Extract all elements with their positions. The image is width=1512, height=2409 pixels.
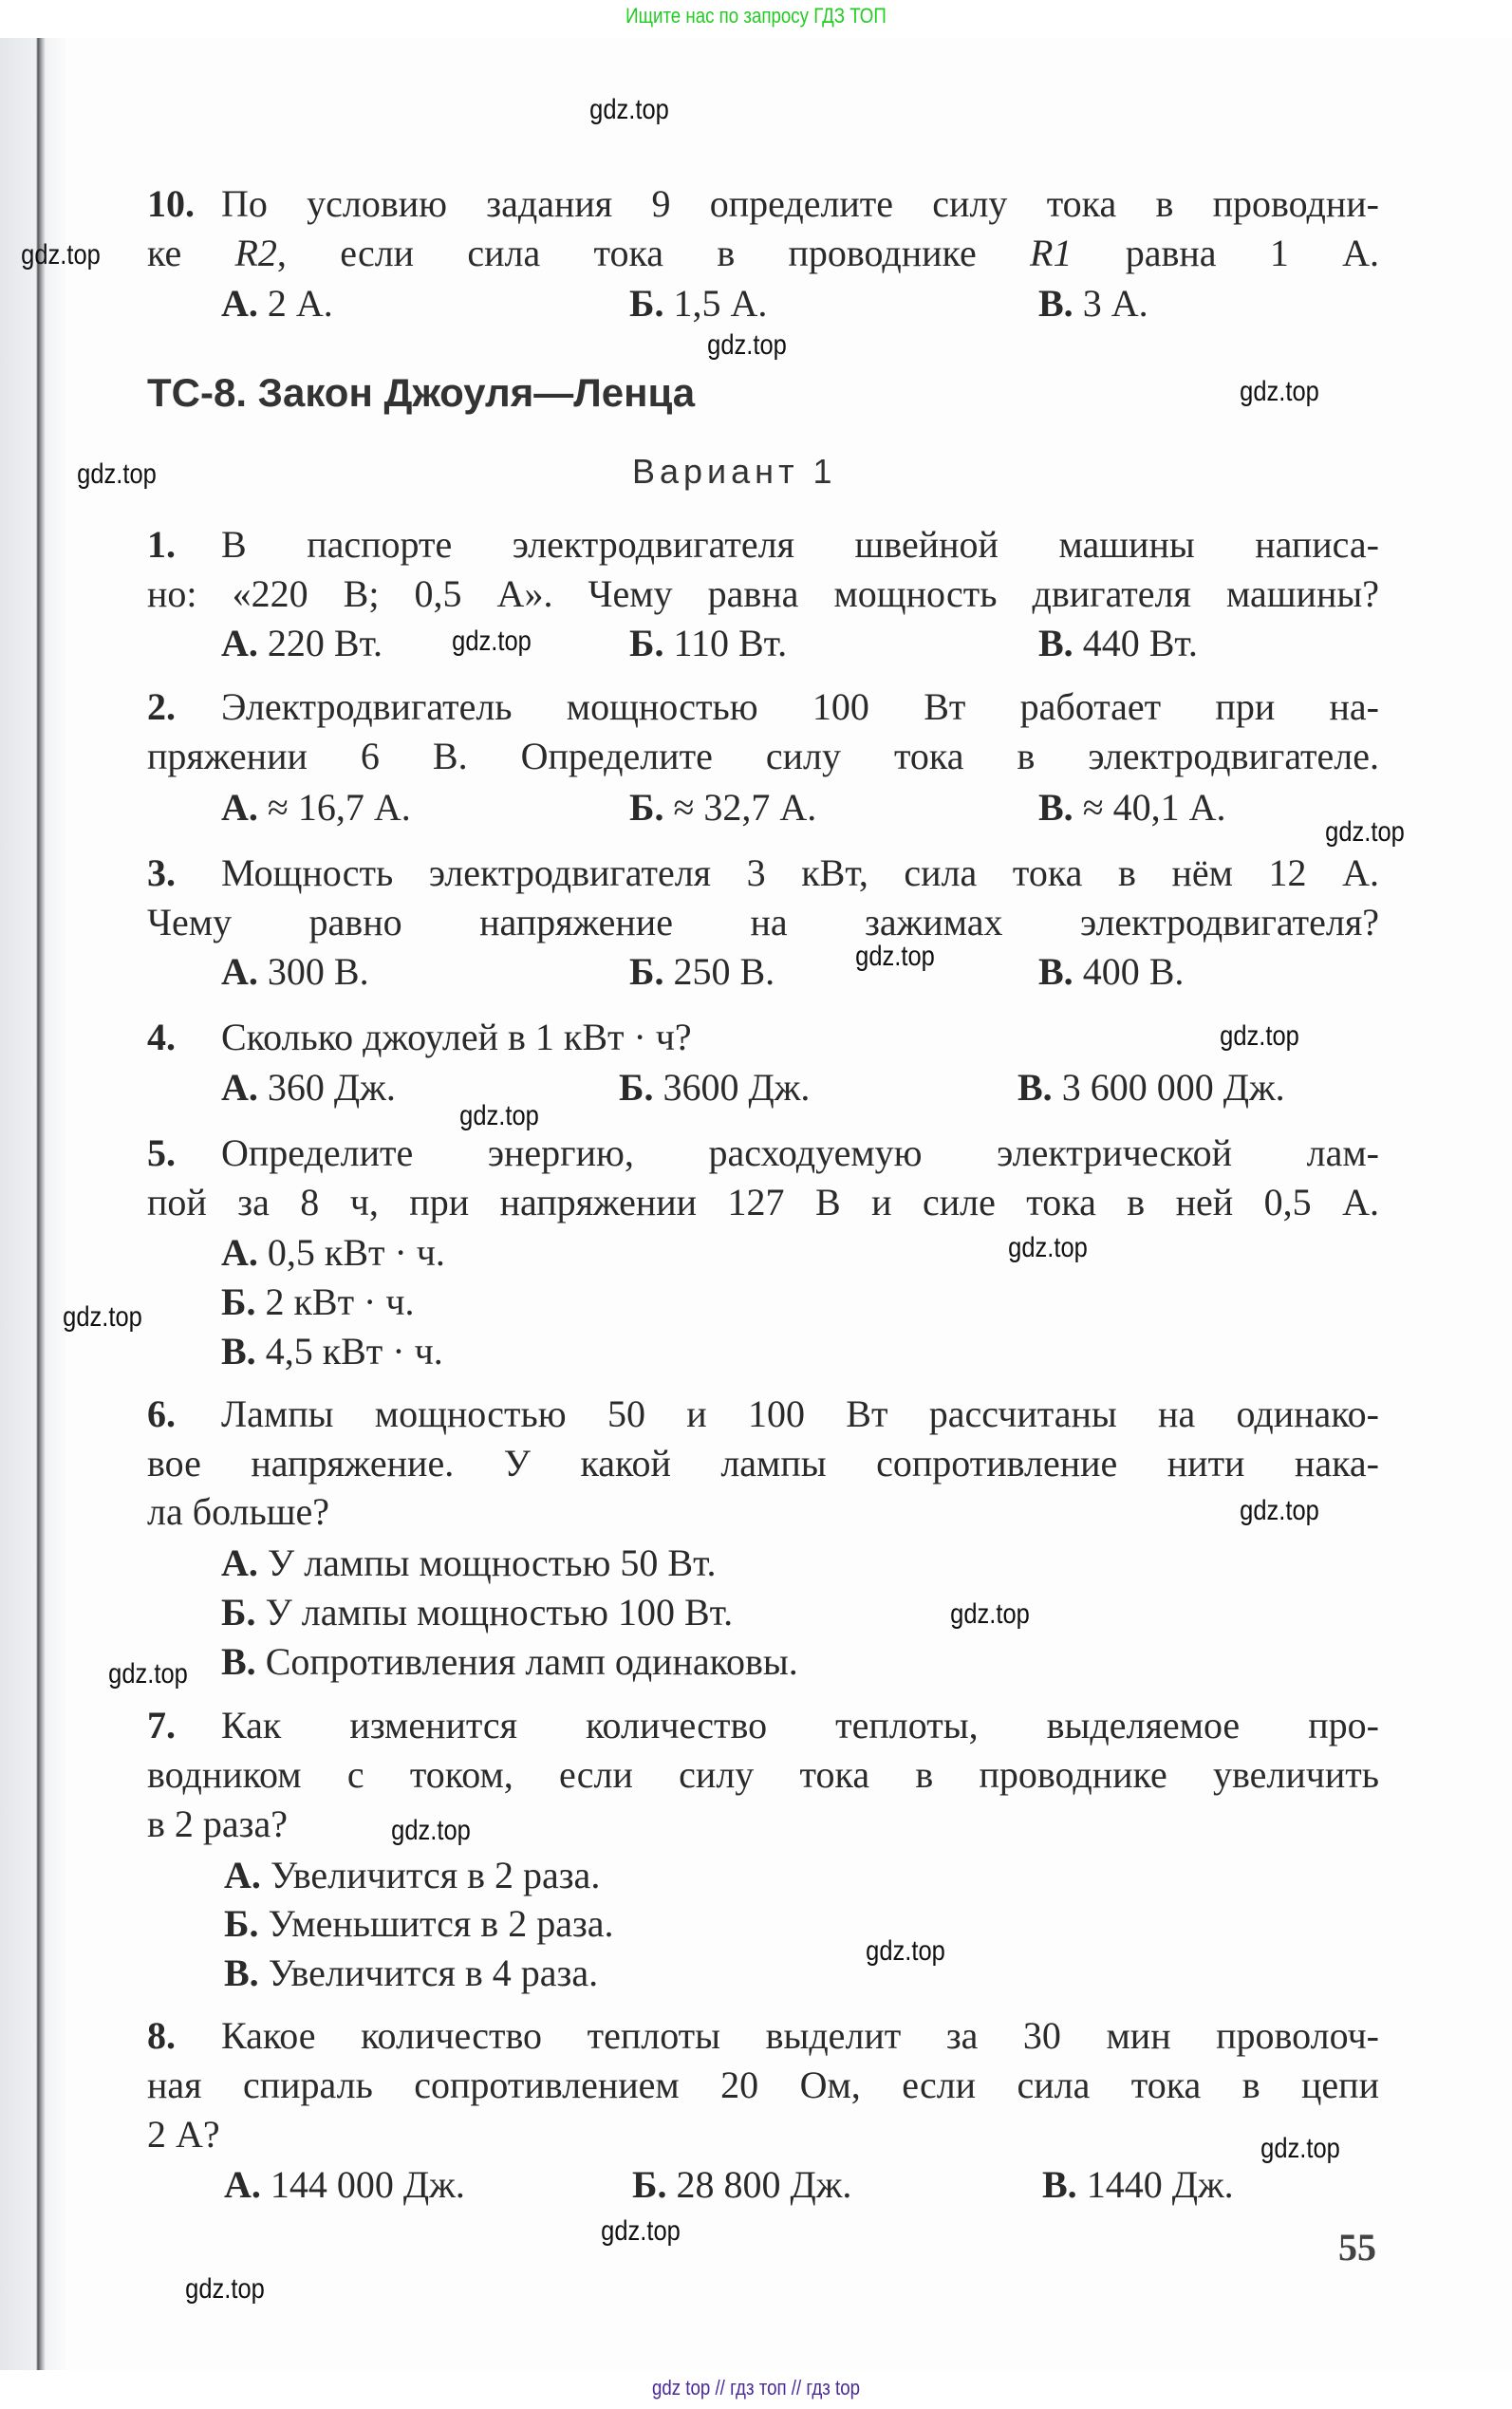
q5-option-a bbox=[221, 1228, 445, 1278]
watermark: gdz.top bbox=[950, 1598, 1030, 1630]
text: Как изменится количество теплоты, выделяемое про- bbox=[221, 1704, 1379, 1746]
text: Б. bbox=[224, 1902, 259, 1945]
text: В. bbox=[224, 1951, 259, 1994]
q10-line bbox=[147, 181, 1379, 231]
text: Увеличится в 2 раза. bbox=[260, 1854, 601, 1896]
text: Мощность электродвигателя 3 кВт, сила тока в нём 12 А. bbox=[221, 851, 1379, 894]
text: Чему равно напряжение на зажимах электродвигателя? bbox=[147, 901, 1379, 943]
text: А. bbox=[221, 786, 258, 829]
q3-line bbox=[147, 850, 1379, 900]
text: Уменьшится в 2 раза. bbox=[258, 1902, 614, 1945]
text: А. bbox=[221, 622, 258, 664]
text: ≈ 40,1 А. bbox=[1073, 786, 1226, 829]
text: 3 600 000 Дж. bbox=[1052, 1066, 1285, 1109]
q4-option-b bbox=[619, 1063, 810, 1112]
q10-option-a bbox=[221, 279, 333, 328]
page-number: 55 bbox=[1338, 2226, 1376, 2269]
watermark: gdz.top bbox=[108, 1658, 188, 1690]
text: 360 Дж. bbox=[257, 1066, 396, 1109]
q8-number: 8. bbox=[147, 2014, 176, 2057]
q7-line bbox=[147, 1703, 1379, 1752]
text: В. bbox=[221, 1330, 256, 1373]
text: 440 Вт. bbox=[1073, 622, 1198, 664]
q5-option-c bbox=[221, 1327, 443, 1376]
text: В. bbox=[1038, 622, 1073, 664]
q10-number: 10. bbox=[147, 182, 195, 225]
text: Б. bbox=[619, 1066, 654, 1109]
q4-number: 4. bbox=[147, 1016, 176, 1058]
q1-option-c bbox=[1038, 619, 1198, 668]
q7-line bbox=[147, 1802, 1379, 1851]
watermark: gdz.top bbox=[459, 1100, 539, 1131]
text: А. bbox=[224, 1854, 261, 1896]
text: 1440 Дж. bbox=[1076, 2163, 1234, 2206]
text: В. bbox=[221, 1640, 256, 1683]
text: 28 800 Дж. bbox=[666, 2163, 852, 2206]
text: , если сила тока в проводнике bbox=[276, 232, 1031, 274]
text: Увеличится в 4 раза. bbox=[258, 1951, 599, 1994]
text: Б. bbox=[629, 950, 664, 993]
footer-banner[interactable]: gdz top // гдз топ // гдз top bbox=[651, 2376, 861, 2400]
text: А. bbox=[224, 2163, 261, 2206]
q4-option-c bbox=[1017, 1063, 1285, 1112]
q6-option-b bbox=[221, 1588, 733, 1637]
watermark: gdz.top bbox=[21, 239, 101, 271]
text: 220 Вт. bbox=[257, 622, 383, 664]
text: 3 А. bbox=[1073, 282, 1148, 325]
text: ≈ 32,7 А. bbox=[663, 786, 817, 829]
q10-option-b bbox=[629, 279, 767, 328]
text: А. bbox=[221, 950, 258, 993]
q1-option-a bbox=[221, 619, 383, 668]
q3-option-b bbox=[629, 947, 775, 997]
text: У лампы мощностью 50 Вт. bbox=[257, 1541, 717, 1584]
text: ≈ 16,7 А. bbox=[257, 786, 411, 829]
text: в 2 раза? bbox=[147, 1802, 288, 1845]
q4-option-a bbox=[221, 1063, 396, 1112]
text: 2 кВт · ч. bbox=[255, 1280, 415, 1323]
q1-option-b bbox=[629, 619, 787, 668]
text: ная спираль сопротивлением 20 Ом, если сила тока в цепи bbox=[147, 2064, 1379, 2106]
q7-number: 7. bbox=[147, 1704, 176, 1746]
text: Сколько джоулей в 1 кВт · ч? bbox=[221, 1016, 692, 1058]
text: 400 В. bbox=[1073, 950, 1185, 993]
text: А. bbox=[221, 1541, 258, 1584]
text: Сопротивления ламп одинаковы. bbox=[255, 1640, 798, 1683]
q1-line bbox=[147, 571, 1379, 621]
watermark: gdz.top bbox=[391, 1815, 471, 1846]
page-binding-edge bbox=[0, 38, 66, 2370]
text: ке bbox=[147, 232, 235, 274]
text: Какое количество теплоты выделит за 30 мин проволоч- bbox=[221, 2014, 1379, 2057]
q1-line bbox=[147, 522, 1379, 571]
text: В. bbox=[1042, 2163, 1077, 2206]
q7-option-c bbox=[224, 1949, 598, 1998]
text: 0,5 кВт · ч. bbox=[257, 1231, 445, 1274]
q3-option-a bbox=[221, 947, 369, 997]
text: Б. bbox=[632, 2163, 667, 2206]
section-title: ТС-8. Закон Джоуля—Ленца bbox=[147, 370, 696, 415]
text: Лампы мощностью 50 и 100 Вт рассчитаны на одинако- bbox=[221, 1392, 1379, 1435]
text: А. bbox=[221, 282, 258, 325]
q6-line bbox=[147, 1489, 1379, 1539]
watermark: gdz.top bbox=[1008, 1232, 1088, 1263]
q7-option-b bbox=[224, 1899, 614, 1949]
text: вое напряжение. У какой лампы сопротивление нити нака- bbox=[147, 1442, 1379, 1485]
q3-option-c bbox=[1038, 947, 1184, 997]
variant-heading: Вариант 1 bbox=[632, 452, 837, 491]
text: 300 В. bbox=[257, 950, 369, 993]
q7-line bbox=[147, 1752, 1379, 1802]
text: А. bbox=[221, 1066, 258, 1109]
q6-line bbox=[147, 1441, 1379, 1490]
q8-line bbox=[147, 2063, 1379, 2112]
text: Б. bbox=[221, 1280, 256, 1323]
text: 1,5 А. bbox=[663, 282, 768, 325]
header-banner[interactable]: Ищите нас по запросу ГДЗ ТОП bbox=[625, 4, 887, 28]
watermark: gdz.top bbox=[855, 941, 935, 972]
text: пой за 8 ч, при напряжении 127 В и силе тока в ней 0,5 А. bbox=[147, 1181, 1379, 1223]
q10-option-c bbox=[1038, 279, 1148, 328]
q6-number: 6. bbox=[147, 1392, 176, 1435]
text: Б. bbox=[629, 622, 664, 664]
text: Б. bbox=[629, 282, 664, 325]
q8-option-c bbox=[1042, 2160, 1234, 2210]
watermark: gdz.top bbox=[589, 94, 669, 125]
text: пряжении 6 В. Определите силу тока в электродвигателе. bbox=[147, 735, 1379, 777]
q2-option-b bbox=[629, 783, 816, 832]
q7-option-a bbox=[224, 1851, 600, 1900]
resistor-r1: R1 bbox=[1030, 232, 1073, 274]
text: В. bbox=[1038, 950, 1073, 993]
q8-line bbox=[147, 2013, 1379, 2063]
text: А. bbox=[221, 1231, 258, 1274]
watermark: gdz.top bbox=[1240, 376, 1319, 407]
q8-option-b bbox=[632, 2160, 851, 2210]
q3-line bbox=[147, 900, 1379, 949]
text: 110 Вт. bbox=[663, 622, 788, 664]
watermark: gdz.top bbox=[1260, 2133, 1340, 2164]
text: 4,5 кВт · ч. bbox=[255, 1330, 443, 1373]
text: В паспорте электродвигателя швейной машины написа- bbox=[221, 523, 1379, 566]
resistor-r2: R2 bbox=[234, 232, 277, 274]
q4-line bbox=[147, 1015, 1379, 1064]
q2-number: 2. bbox=[147, 685, 176, 728]
q10-line bbox=[147, 231, 1379, 280]
text: Б. bbox=[221, 1591, 256, 1634]
text: ла больше? bbox=[147, 1490, 330, 1533]
watermark: gdz.top bbox=[1220, 1020, 1299, 1052]
text: 2 А. bbox=[257, 282, 333, 325]
q6-option-a bbox=[221, 1539, 717, 1588]
text: но: «220 В; 0,5 А». Чему равна мощность двигателя машины? bbox=[147, 572, 1379, 615]
watermark: gdz.top bbox=[601, 2215, 681, 2247]
text: У лампы мощностью 100 Вт. bbox=[255, 1591, 734, 1634]
q6-option-c bbox=[221, 1637, 798, 1687]
q6-line bbox=[147, 1391, 1379, 1441]
text: Электродвигатель мощностью 100 Вт работает при на- bbox=[221, 685, 1379, 728]
q3-number: 3. bbox=[147, 851, 176, 894]
text: 2 А? bbox=[147, 2113, 220, 2156]
text: Определите энергию, расходуемую электрической лам- bbox=[221, 1131, 1379, 1174]
q2-line bbox=[147, 684, 1379, 734]
watermark: gdz.top bbox=[452, 626, 532, 657]
watermark: gdz.top bbox=[707, 329, 787, 361]
q8-option-a bbox=[224, 2160, 465, 2210]
text: 250 В. bbox=[663, 950, 775, 993]
text: В. bbox=[1038, 282, 1073, 325]
text: 3600 Дж. bbox=[653, 1066, 811, 1109]
q5-line bbox=[147, 1130, 1379, 1180]
watermark: gdz.top bbox=[185, 2273, 265, 2305]
watermark: gdz.top bbox=[63, 1301, 142, 1333]
text: водником с током, если силу тока в проводнике увеличить bbox=[147, 1753, 1379, 1796]
q2-option-a bbox=[221, 783, 411, 832]
text: 144 000 Дж. bbox=[260, 2163, 465, 2206]
text: В. bbox=[1017, 1066, 1053, 1109]
q5-number: 5. bbox=[147, 1131, 176, 1174]
watermark: gdz.top bbox=[77, 458, 157, 490]
q8-line bbox=[147, 2112, 1379, 2161]
watermark: gdz.top bbox=[866, 1935, 945, 1967]
q2-option-c bbox=[1038, 783, 1226, 832]
q1-number: 1. bbox=[147, 523, 176, 566]
watermark: gdz.top bbox=[1240, 1495, 1319, 1526]
q10-text: По условию задания 9 определите силу тока в проводни- bbox=[221, 182, 1379, 225]
q5-option-b bbox=[221, 1278, 414, 1327]
text: равна 1 А. bbox=[1072, 232, 1380, 274]
watermark: gdz.top bbox=[1325, 816, 1405, 848]
text: В. bbox=[1038, 786, 1073, 829]
q5-line bbox=[147, 1180, 1379, 1229]
text: Б. bbox=[629, 786, 664, 829]
q2-line bbox=[147, 734, 1379, 783]
